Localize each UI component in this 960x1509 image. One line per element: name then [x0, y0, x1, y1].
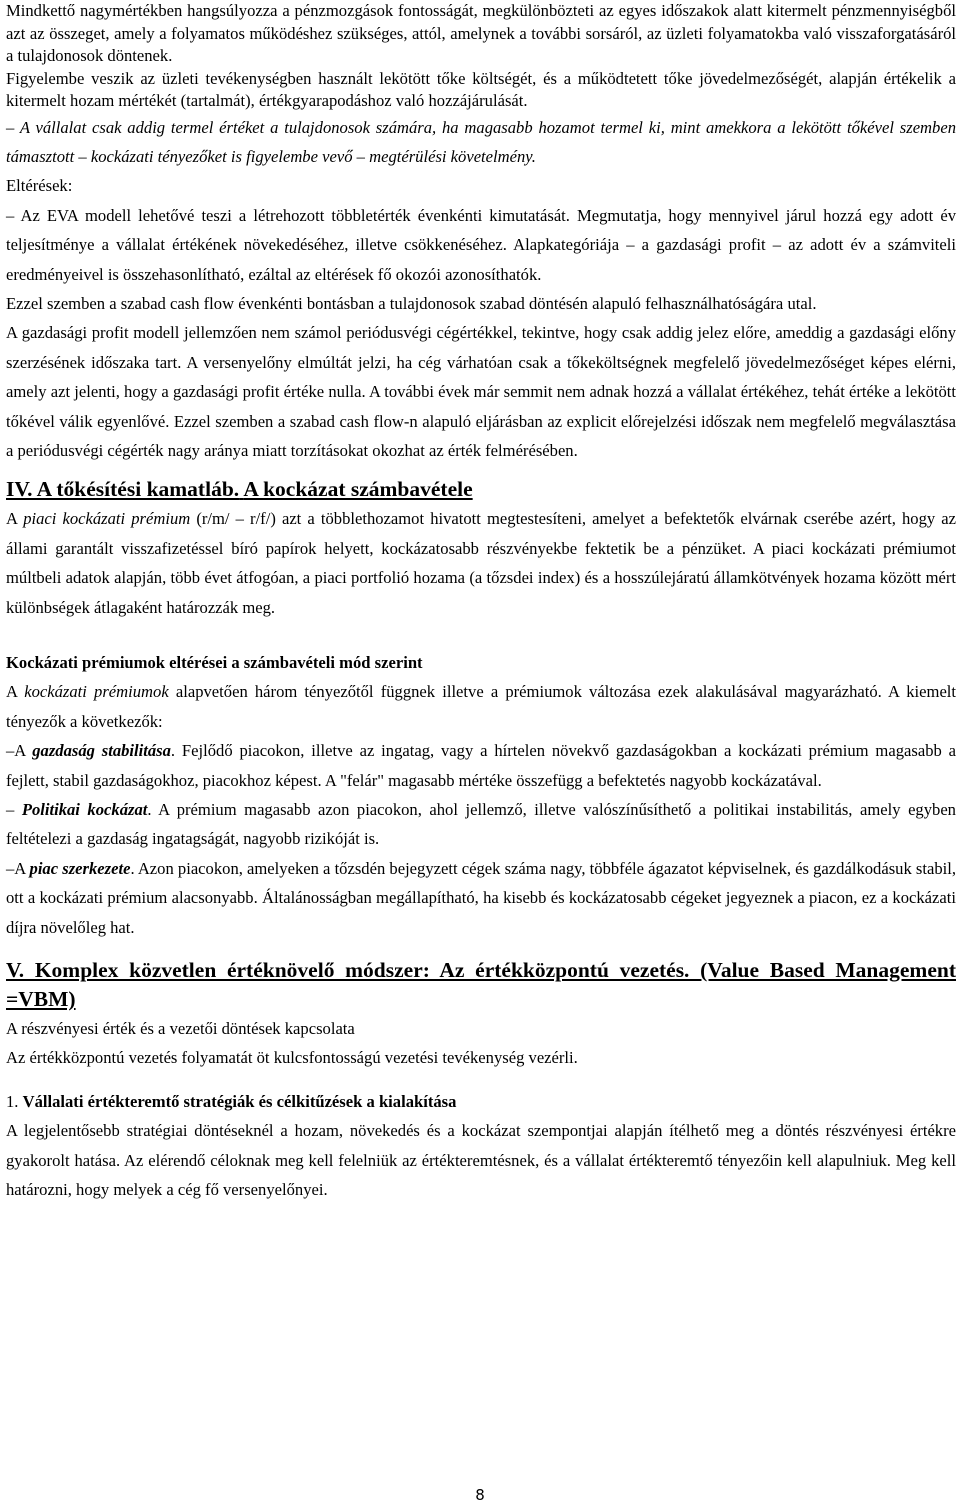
intro-paragraph-1: Mindkettő nagymértékben hangsúlyozza a pénzmozgások fontosságát, megkülönbözteti az egyes időszakok alatt kitermelt pénzmennyiségből azt az összeget, amely a folyamatos működéshez szükséges, attól, amelynek a további sorsáról, az üzleti folyamatokba való visszaforgatásáról a tulajdonosok döntenek. — [6, 1, 956, 65]
section-4-paragraph-1 — [6, 504, 956, 622]
intro-paragraph-3 — [6, 113, 956, 172]
section-5-item-1 — [6, 1087, 956, 1116]
risk-premium-subheading: Kockázati prémiumok eltérései a számbavételi mód szerint — [6, 653, 423, 672]
factor-1-text: . Fejlődő piacokon, illetve az ingatag, vagy a hírtelen növekvő gazdaságokban a kockázati prémium magasabb a fejlett, stabil gazdaságokhoz, piacokhoz képest. A "felár" magasabb mértéke összefügg a befektetés nagyobb kockázatával. — [6, 741, 956, 790]
section-4-p2-rest: alapvetően három tényezőtől függnek illetve a prémiumok változása ezek alakulásával magyarázható. A kiemelt tényezők a következők: — [6, 682, 957, 731]
factor-1-term: gazdaság stabilitása — [32, 741, 171, 761]
item-heading: Vállalati értékteremtő stratégiák és célkitűzések a kialakítása — [22, 1091, 457, 1111]
section-4-heading — [6, 475, 956, 504]
differences-paragraph-2: Ezzel szemben a szabad cash flow évenkénti bontásban a tulajdonosok szabad döntésén alapuló felhasználhatóságára utal. — [6, 293, 817, 313]
section-4-p1-start: A — [6, 509, 24, 529]
section-5-heading: V. Komplex közvetlen értéknövelő módszer: Az értékközpontú vezetés. (Value Based Management =VBM) — [6, 958, 956, 1012]
section-4-p1-italic: piaci kockázati prémium — [23, 509, 191, 529]
intro-paragraph-3-text: – A vállalat csak addig termel értéket a tulajdonosok számára, ha magasabb hozamot termel ki, mint amekkora a lekötött tőkével szemben támasztott – kockázati tényezőket is figyelembe vevő – megtérülési követelmény. — [6, 117, 956, 166]
factor-3-term: piac szerkezete — [29, 858, 131, 878]
section-4-p2-start: A — [6, 682, 25, 702]
page-number: 8 — [475, 1486, 485, 1504]
section-4-p1-rest: (r/m/ – r/f/) azt a többlethozamot hivatott megtestesíteni, amelyet a befektetők elvárnak cserébe azért, hogy az állami garantált visszafizetéssel bíró papírok helyett, kockázatosabb részvényekbe fektetik be a pénzüket. A piaci kockázati prémiumot múltbeli adatok alapján, több évet átfogóan, a piaci portfolió hozama (a tőzsdei index) és a hosszúlejáratú államkötvények hozama között mért különbségek átlagaként határozzák meg. — [6, 509, 957, 617]
factor-2-text: . A prémium magasabb azon piacokon, ahol jellemző, illetve valószínűsíthető a politikai instabilitás, amely egyben feltételezi a gazdaság ingatagságát, nagyobb rizikóját is. — [6, 800, 956, 849]
section-4-heading-part-b: A kockázat számbavétele — [243, 477, 473, 502]
factor-3-text: . Azon piacokon, amelyeken a tőzsdén bejegyzett cégek száma nagy, többféle ágazatot képviselnek, és gazdálkodásuk stabil, ott a kockázati prémium alacsonyabb. Általánosságban megállapítható, ha kisebb és kockázatosabb cégeket jegyeznek a piacon, ez a kockázati díjra növelőleg hat. — [6, 858, 956, 937]
document-page — [6, 0, 956, 1205]
section-4-p2-italic: kockázati prémiumok — [24, 682, 169, 702]
factor-3-dash: –A — [6, 858, 30, 878]
differences-label: Eltérések: — [6, 176, 73, 196]
factor-item-market-structure — [6, 854, 956, 942]
section-4-paragraph-2 — [6, 677, 956, 736]
section-4-heading-part-a: IV. A tőkésítési kamatláb. — [6, 477, 240, 502]
section-5-paragraph-3: A legjelentősebb stratégiai döntéseknél a hozam, növekedés és a kockázat szempontjai alapján ítélhető meg a döntés részvényesi értékre gyakorolt hatása. Az elérendő céloknak meg kell felelniük az értékteremtésnek, és a vállalat értékteremtő tényezőin kell alapulniuk. Meg kell határozni, hogy melyek a cég fő versenyelőnyei. — [6, 1121, 956, 1200]
factor-1-dash: –A — [6, 741, 33, 761]
intro-paragraph-2: Figyelembe veszik az üzleti tevékenységben használt lekötött tőke költségét, és a működtetett tőke jövedelmezőségét, alapján értékelik a kitermelt hozam mértékét (tartalmát), értékgyarapodáshoz való hozzájárulását. — [6, 68, 956, 110]
differences-paragraph-1: – Az EVA modell lehetővé teszi a létrehozott többletérték évenkénti kimutatását. Megmutatja, hogy mennyivel járul hozzá egy adott év teljesítménye a vállalat értékének növekedéséhez, illetve csökkenéséhez. Alapkategóriája – a gazdasági profit – az adott év a számviteli eredményeivel is összehasonlítható, ezáltal az eltérések fő okozói azonosíthatók. — [6, 205, 956, 284]
factor-2-term: Politikai kockázat — [21, 800, 148, 820]
section-5-paragraph-2: Az értékközpontú vezetés folyamatát öt kulcsfontosságú vezetési tevékenység vezérli. — [6, 1048, 578, 1068]
factor-item-economic-stability — [6, 736, 956, 795]
factor-item-political-risk — [6, 795, 956, 854]
factor-2-dash: – — [6, 800, 22, 820]
differences-paragraph-3: A gazdasági profit modell jellemzően nem számol periódusvégi cégértékkel, tekintve, hogy csak addig jelez előre, ameddig a gazdasági előny szerzésének időszaka tart. A versenyelőny elmúltát jelzi, ha cég várhatóan csak a tőkeköltségnek megfelelő jövedelmezőséget képes elérni, amely azt jelenti, hogy a gazdasági profit értéke nulla. A további évek már semmit nem adnak hozzá a vállalat értékéhez, tehát értéke a lekötött tőkével válik egyenlővé. Ezzel szemben a szabad cash flow-n alapuló eljárásban az explicit előrejelzési időszak nem megfelelő megválasztása a periódusvégi cégérték nagy aránya miatt torzításokat okozhat az érték felmérésében. — [6, 323, 956, 460]
section-5-paragraph-1: A részvényesi érték és a vezetői döntések kapcsolata — [6, 1019, 355, 1039]
item-number: 1. — [6, 1091, 23, 1111]
